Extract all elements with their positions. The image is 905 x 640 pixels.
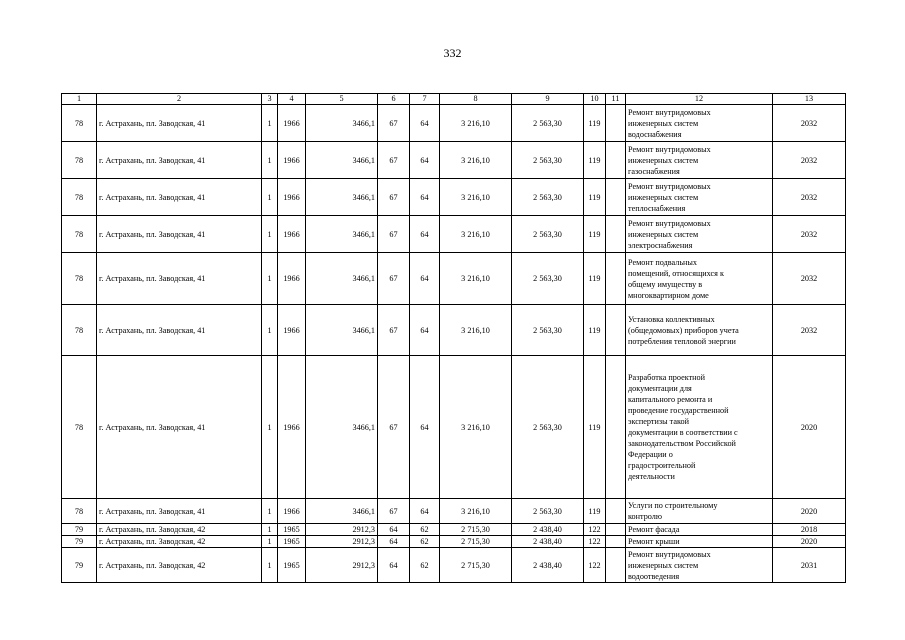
- cell-residents: 122: [584, 548, 606, 583]
- cell-address: г. Астрахань, пл. Заводская, 41: [97, 499, 262, 524]
- column-header: 2: [97, 94, 262, 105]
- cell-residents: 122: [584, 536, 606, 548]
- cell-col3: 1: [262, 142, 278, 179]
- cell-address: г. Астрахань, пл. Заводская, 41: [97, 105, 262, 142]
- cell-col3: 1: [262, 548, 278, 583]
- cell-number: 78: [62, 253, 97, 305]
- cell-col3: 1: [262, 216, 278, 253]
- cell-area-total: 3466,1: [306, 216, 378, 253]
- cell-col3: 1: [262, 253, 278, 305]
- cell-residents: 119: [584, 216, 606, 253]
- cell-area-living: 3 216,10: [440, 499, 512, 524]
- cell-number: 78: [62, 105, 97, 142]
- cell-number: 78: [62, 356, 97, 499]
- cell-col6: 67: [378, 499, 410, 524]
- cell-number: 78: [62, 305, 97, 356]
- cell-area-other: 2 563,30: [512, 142, 584, 179]
- cell-col6: 67: [378, 216, 410, 253]
- table-row: [62, 216, 846, 253]
- column-header: 13: [773, 94, 846, 105]
- cell-year: 1966: [278, 253, 306, 305]
- column-header: 1: [62, 94, 97, 105]
- cell-address: г. Астрахань, пл. Заводская, 41: [97, 142, 262, 179]
- table-row: [62, 305, 846, 356]
- cell-address: г. Астрахань, пл. Заводская, 42: [97, 524, 262, 536]
- cell-area-total: 2912,3: [306, 548, 378, 583]
- cell-year: 1966: [278, 499, 306, 524]
- cell-year: 1966: [278, 142, 306, 179]
- cell-year: 1966: [278, 179, 306, 216]
- cell-work-type: Разработка проектной документации для капитального ремонта и проведение государственной экспертизы такой документации в соответствии с законодательством Российской Федерации о градостроительной деятельности: [626, 356, 773, 499]
- cell-col11: [606, 356, 626, 499]
- cell-residents: 119: [584, 499, 606, 524]
- cell-area-total: 3466,1: [306, 356, 378, 499]
- page-number: 332: [443, 46, 462, 60]
- cell-col7: 64: [410, 142, 440, 179]
- table-row: [62, 142, 846, 179]
- cell-work-type: Ремонт внутридомовых инженерных систем водоотведения: [626, 548, 773, 583]
- cell-col6: 67: [378, 356, 410, 499]
- cell-col11: [606, 179, 626, 216]
- cell-col3: 1: [262, 105, 278, 142]
- cell-area-total: 3466,1: [306, 105, 378, 142]
- cell-area-total: 3466,1: [306, 499, 378, 524]
- cell-year: 1966: [278, 356, 306, 499]
- table-row: [62, 536, 846, 548]
- cell-area-living: 3 216,10: [440, 179, 512, 216]
- column-header: 3: [262, 94, 278, 105]
- cell-col7: 64: [410, 216, 440, 253]
- cell-col7: 62: [410, 536, 440, 548]
- column-header: 11: [606, 94, 626, 105]
- cell-area-other: 2 563,30: [512, 499, 584, 524]
- cell-area-total: 3466,1: [306, 253, 378, 305]
- header-row: [62, 94, 846, 105]
- column-header: 10: [584, 94, 606, 105]
- cell-year-planned: 2032: [773, 253, 846, 305]
- cell-area-living: 3 216,10: [440, 253, 512, 305]
- cell-address: г. Астрахань, пл. Заводская, 42: [97, 536, 262, 548]
- cell-work-type: Услуги по строительному контролю: [626, 499, 773, 524]
- cell-col7: 62: [410, 548, 440, 583]
- cell-number: 78: [62, 142, 97, 179]
- cell-col3: 1: [262, 356, 278, 499]
- cell-year: 1966: [278, 105, 306, 142]
- cell-col7: 64: [410, 105, 440, 142]
- cell-year: 1965: [278, 548, 306, 583]
- cell-col3: 1: [262, 179, 278, 216]
- cell-area-total: 3466,1: [306, 305, 378, 356]
- cell-col7: 64: [410, 356, 440, 499]
- table-row: [62, 548, 846, 583]
- cell-area-other: 2 563,30: [512, 305, 584, 356]
- column-header: 6: [378, 94, 410, 105]
- cell-col6: 64: [378, 536, 410, 548]
- cell-work-type: Ремонт внутридомовых инженерных систем газоснабжения: [626, 142, 773, 179]
- cell-year-planned: 2020: [773, 536, 846, 548]
- cell-year-planned: 2032: [773, 216, 846, 253]
- table-row: [62, 253, 846, 305]
- cell-col7: 64: [410, 179, 440, 216]
- cell-col6: 67: [378, 305, 410, 356]
- cell-year-planned: 2020: [773, 356, 846, 499]
- cell-year-planned: 2020: [773, 499, 846, 524]
- cell-address: г. Астрахань, пл. Заводская, 41: [97, 356, 262, 499]
- cell-area-living: 3 216,10: [440, 305, 512, 356]
- cell-residents: 122: [584, 524, 606, 536]
- cell-area-other: 2 563,30: [512, 356, 584, 499]
- cell-year: 1965: [278, 524, 306, 536]
- cell-col7: 64: [410, 499, 440, 524]
- column-header: 8: [440, 94, 512, 105]
- cell-address: г. Астрахань, пл. Заводская, 42: [97, 548, 262, 583]
- cell-area-total: 2912,3: [306, 524, 378, 536]
- cell-residents: 119: [584, 179, 606, 216]
- cell-number: 79: [62, 536, 97, 548]
- cell-year-planned: 2032: [773, 105, 846, 142]
- cell-col11: [606, 548, 626, 583]
- cell-col3: 1: [262, 305, 278, 356]
- cell-address: г. Астрахань, пл. Заводская, 41: [97, 305, 262, 356]
- cell-year: 1966: [278, 216, 306, 253]
- cell-col6: 67: [378, 105, 410, 142]
- cell-area-other: 2 563,30: [512, 105, 584, 142]
- table-row: [62, 105, 846, 142]
- cell-number: 79: [62, 524, 97, 536]
- cell-area-living: 3 216,10: [440, 216, 512, 253]
- cell-area-living: 3 216,10: [440, 105, 512, 142]
- cell-area-living: 3 216,10: [440, 356, 512, 499]
- cell-area-total: 3466,1: [306, 179, 378, 216]
- cell-col11: [606, 524, 626, 536]
- cell-area-living: 2 715,30: [440, 536, 512, 548]
- cell-col3: 1: [262, 536, 278, 548]
- cell-area-total: 3466,1: [306, 142, 378, 179]
- cell-col3: 1: [262, 499, 278, 524]
- cell-number: 78: [62, 499, 97, 524]
- cell-col6: 67: [378, 142, 410, 179]
- cell-year-planned: 2032: [773, 179, 846, 216]
- cell-area-total: 2912,3: [306, 536, 378, 548]
- repair-schedule-table: [61, 93, 846, 583]
- cell-col7: 64: [410, 305, 440, 356]
- cell-col6: 67: [378, 253, 410, 305]
- cell-residents: 119: [584, 253, 606, 305]
- cell-col11: [606, 216, 626, 253]
- cell-col11: [606, 253, 626, 305]
- cell-area-other: 2 563,30: [512, 216, 584, 253]
- cell-col7: 62: [410, 524, 440, 536]
- column-header: 4: [278, 94, 306, 105]
- cell-year-planned: 2032: [773, 305, 846, 356]
- cell-work-type: Ремонт внутридомовых инженерных систем электроснабжения: [626, 216, 773, 253]
- cell-col11: [606, 499, 626, 524]
- cell-area-other: 2 438,40: [512, 536, 584, 548]
- cell-work-type: Ремонт внутридомовых инженерных систем водоснабжения: [626, 105, 773, 142]
- cell-col3: 1: [262, 524, 278, 536]
- cell-col6: 64: [378, 524, 410, 536]
- cell-work-type: Ремонт внутридомовых инженерных систем теплоснабжения: [626, 179, 773, 216]
- cell-area-other: 2 438,40: [512, 524, 584, 536]
- table-row: [62, 524, 846, 536]
- cell-number: 78: [62, 216, 97, 253]
- cell-col6: 64: [378, 548, 410, 583]
- cell-col7: 64: [410, 253, 440, 305]
- cell-area-other: 2 563,30: [512, 179, 584, 216]
- cell-area-other: 2 438,40: [512, 548, 584, 583]
- cell-work-type: Ремонт фасада: [626, 524, 773, 536]
- cell-work-type: Ремонт крыши: [626, 536, 773, 548]
- cell-year-planned: 2031: [773, 548, 846, 583]
- cell-residents: 119: [584, 142, 606, 179]
- cell-year: 1965: [278, 536, 306, 548]
- column-header: 12: [626, 94, 773, 105]
- cell-number: 79: [62, 548, 97, 583]
- cell-work-type: Ремонт подвальных помещений, относящихся к общему имуществу в многоквартирном доме: [626, 253, 773, 305]
- cell-year: 1966: [278, 305, 306, 356]
- cell-work-type: Установка коллективных (общедомовых) приборов учета потребления тепловой энергии: [626, 305, 773, 356]
- table-row: [62, 179, 846, 216]
- cell-address: г. Астрахань, пл. Заводская, 41: [97, 179, 262, 216]
- cell-col11: [606, 305, 626, 356]
- cell-area-living: 3 216,10: [440, 142, 512, 179]
- cell-area-living: 2 715,30: [440, 524, 512, 536]
- cell-residents: 119: [584, 105, 606, 142]
- column-header: 9: [512, 94, 584, 105]
- cell-area-living: 2 715,30: [440, 548, 512, 583]
- cell-address: г. Астрахань, пл. Заводская, 41: [97, 216, 262, 253]
- cell-col11: [606, 536, 626, 548]
- cell-col6: 67: [378, 179, 410, 216]
- cell-year-planned: 2032: [773, 142, 846, 179]
- cell-address: г. Астрахань, пл. Заводская, 41: [97, 253, 262, 305]
- cell-residents: 119: [584, 356, 606, 499]
- column-header: 5: [306, 94, 378, 105]
- cell-col11: [606, 105, 626, 142]
- column-header: 7: [410, 94, 440, 105]
- table-row: [62, 499, 846, 524]
- table-row: [62, 356, 846, 499]
- cell-number: 78: [62, 179, 97, 216]
- cell-year-planned: 2018: [773, 524, 846, 536]
- cell-residents: 119: [584, 305, 606, 356]
- cell-col11: [606, 142, 626, 179]
- cell-area-other: 2 563,30: [512, 253, 584, 305]
